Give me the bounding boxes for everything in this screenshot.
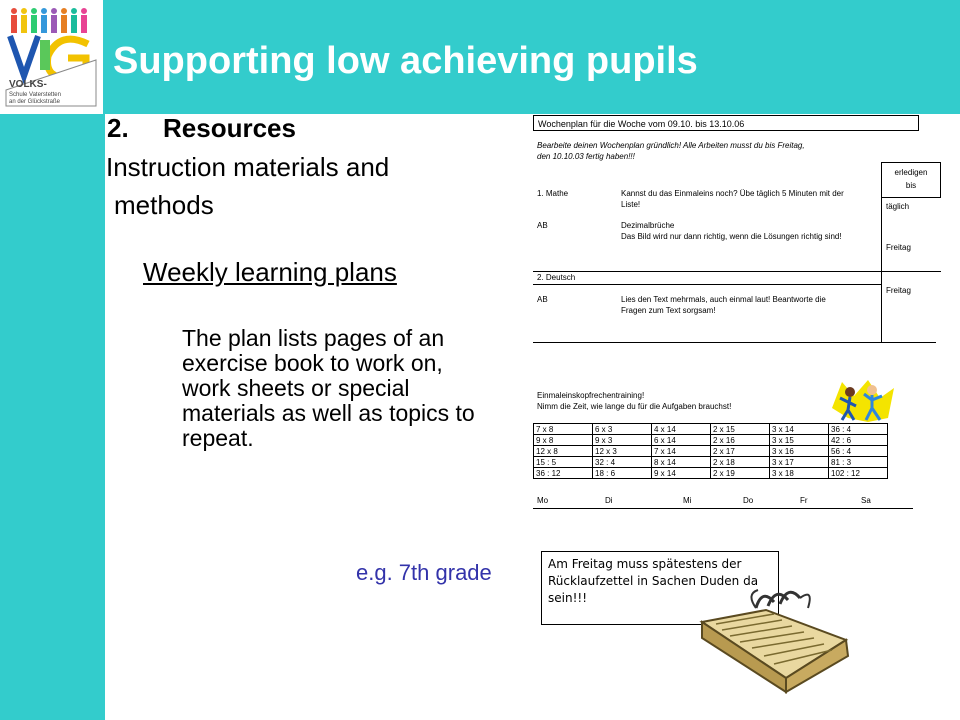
table-cell: 3 x 17	[770, 457, 829, 468]
row-due: täglich	[886, 202, 910, 211]
table-cell: 2 x 16	[711, 435, 770, 446]
table-row	[534, 457, 888, 468]
svg-text:Schule Vaterstetten: Schule Vaterstetten	[9, 92, 61, 98]
table-row	[534, 424, 888, 435]
table-cell: 81 : 3	[829, 457, 888, 468]
svg-text:an der Glückstraße: an der Glückstraße	[9, 99, 61, 105]
due-header-line: bis	[905, 181, 917, 190]
row-text: Das Bild wird nur dann richtig, wenn die Lösungen richtig sind!	[621, 232, 842, 241]
school-logo-icon	[0, 0, 103, 114]
row-text: Liste!	[621, 200, 641, 209]
table-cell: 42 : 6	[829, 435, 888, 446]
table-cell: 56 : 4	[829, 446, 888, 457]
table-cell: 9 x 14	[652, 468, 711, 479]
row-number: 2. Deutsch	[537, 273, 576, 282]
due-column-header	[881, 162, 941, 198]
table-cell: 7 x 14	[652, 446, 711, 457]
weekday-label: Mo	[537, 496, 549, 505]
weekday-label: Do	[743, 496, 754, 505]
table-cell: 12 x 8	[534, 446, 593, 457]
table-cell: 2 x 19	[711, 468, 770, 479]
paragraph-line: materials as well as topics to	[182, 400, 475, 426]
weekday-label: Di	[605, 496, 613, 505]
row-due: Freitag	[886, 243, 911, 252]
paragraph-line: repeat.	[182, 425, 254, 451]
row-text: Fragen zum Text sorgsam!	[621, 306, 716, 315]
table-cell: 2 x 15	[711, 424, 770, 435]
table-cell: 6 x 3	[593, 424, 652, 435]
subtitle-line-2: methods	[114, 190, 214, 220]
training-subtitle: Nimm die Zeit, wie lange du für die Aufgaben brauchst!	[537, 402, 732, 411]
section-divider	[533, 342, 936, 343]
table-cell: 3 x 14	[770, 424, 829, 435]
note-line: Am Freitag muss spätestens der	[548, 557, 742, 571]
table-cell: 18 : 6	[593, 468, 652, 479]
section-divider	[533, 284, 881, 285]
due-header-line: erledigen	[894, 168, 928, 177]
weekday-underline	[533, 508, 913, 509]
table-cell: 2 x 17	[711, 446, 770, 457]
table-cell: 4 x 14	[652, 424, 711, 435]
row-text: Kannst du das Einmaleins noch? Übe täglich 5 Minuten mit der	[621, 189, 844, 198]
example-caption: e.g. 7th grade	[356, 560, 492, 585]
note-line: sein!!!	[548, 591, 588, 605]
section-divider	[533, 271, 941, 272]
paragraph-line: The plan lists pages of an	[182, 325, 445, 351]
table-row	[534, 435, 888, 446]
note-line: Rücklaufzettel in Sachen Duden da	[548, 574, 759, 588]
table-cell: 15 : 5	[534, 457, 593, 468]
multiplication-table	[533, 423, 888, 479]
section-heading	[107, 113, 296, 144]
row-text: Lies den Text mehrmals, auch einmal laut! Beantworte die	[621, 295, 826, 304]
table-cell: 12 x 3	[593, 446, 652, 457]
svg-text:VOLKS-: VOLKS-	[9, 79, 47, 90]
description-paragraph	[182, 326, 475, 451]
training-title: Einmaleinskopfrechentraining!	[537, 391, 645, 400]
table-cell: 2 x 18	[711, 457, 770, 468]
table-cell: 3 x 18	[770, 468, 829, 479]
children-clipart-icon	[828, 378, 896, 424]
row-number: 1. Mathe	[537, 189, 569, 198]
due-column-divider	[881, 198, 882, 342]
subtitle-line-1: Instruction materials and	[106, 152, 390, 182]
paragraph-line: exercise book to work on,	[182, 350, 443, 376]
table-cell: 7 x 8	[534, 424, 593, 435]
weekday-label: Fr	[800, 496, 808, 505]
worksheet-title: Wochenplan für die Woche vom 09.10. bis 13.10.06	[533, 115, 919, 131]
paragraph-line: work sheets or special	[182, 375, 410, 401]
table-cell: 102 : 12	[829, 468, 888, 479]
table-cell: 3 x 16	[770, 446, 829, 457]
weekday-label: Mi	[683, 496, 692, 505]
weekday-label: Sa	[861, 496, 871, 505]
table-cell: 36 : 4	[829, 424, 888, 435]
table-row	[534, 468, 888, 479]
book-clipart-icon	[696, 582, 856, 694]
table-cell: 9 x 3	[593, 435, 652, 446]
row-number: AB	[537, 295, 548, 304]
row-due: Freitag	[886, 286, 911, 295]
row-number: AB	[537, 221, 548, 230]
section-title: Resources	[163, 113, 296, 143]
table-cell: 8 x 14	[652, 457, 711, 468]
table-cell: 3 x 15	[770, 435, 829, 446]
table-row	[534, 446, 888, 457]
weekly-plans-heading: Weekly learning plans	[143, 257, 397, 287]
table-cell: 32 : 4	[593, 457, 652, 468]
table-cell: 6 x 14	[652, 435, 711, 446]
worksheet-instruction-2: den 10.10.03 fertig haben!!!	[537, 152, 635, 161]
page-title: Supporting low achieving pupils	[113, 40, 698, 82]
section-number: 2.	[107, 113, 129, 143]
worksheet-instruction-1: Bearbeite deinen Wochenplan gründlich! Alle Arbeiten musst du bis Freitag,	[537, 141, 805, 150]
table-cell: 36 : 12	[534, 468, 593, 479]
table-cell: 9 x 8	[534, 435, 593, 446]
school-logo	[0, 0, 105, 114]
row-text: Dezimalbrüche	[621, 221, 675, 230]
